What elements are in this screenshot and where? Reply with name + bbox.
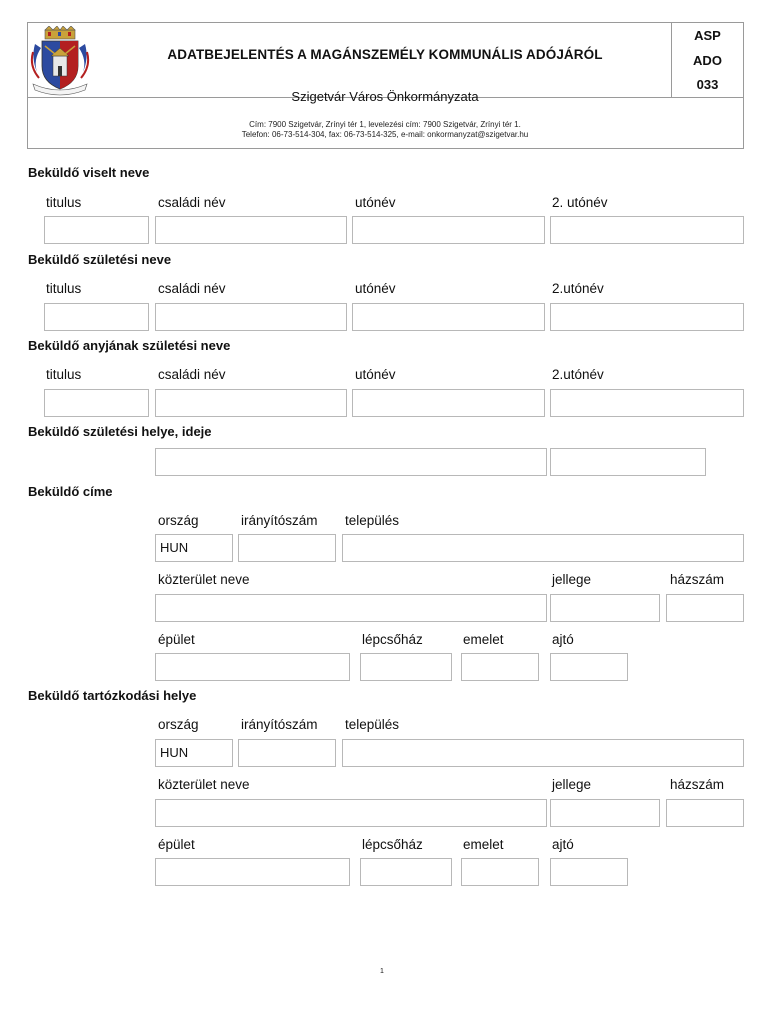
cim-hazszam-field[interactable] (666, 594, 744, 622)
label-kozterulet-neve: közterület neve (158, 572, 250, 587)
label-emelet: emelet (463, 632, 504, 647)
label-orszag: ország (158, 717, 199, 732)
coat-of-arms-icon (29, 26, 91, 96)
label-orszag: ország (158, 513, 199, 528)
szuletesi-csaladi-nev-field[interactable] (155, 303, 347, 331)
label-iranyitoszam: irányítószám (241, 717, 318, 732)
label-utonev: utónév (355, 367, 396, 382)
cim-emelet-field[interactable] (461, 653, 539, 681)
section-title-szuletesi-hely-ido: Beküldő születési helye, ideje (28, 424, 212, 439)
label-utonev: utónév (355, 195, 396, 210)
viselt-titulus-field[interactable] (44, 216, 149, 244)
tartozkodasi-telepules-field[interactable] (342, 739, 744, 767)
tartozkodasi-jellege-field[interactable] (550, 799, 660, 827)
label-iranyitoszam: irányítószám (241, 513, 318, 528)
szuletesi-2-utonev-field[interactable] (550, 303, 744, 331)
tartozkodasi-epulet-field[interactable] (155, 858, 350, 886)
cim-kozterulet-field[interactable] (155, 594, 547, 622)
label-lepcsohaz: lépcsőház (362, 837, 423, 852)
tartozkodasi-ajto-field[interactable] (550, 858, 628, 886)
label-jellege: jellege (552, 572, 592, 587)
tartozkodasi-hazszam-field[interactable] (666, 799, 744, 827)
viselt-utonev-field[interactable] (352, 216, 545, 244)
label-telepules: település (345, 513, 400, 528)
tartozkodasi-iranyitoszam-field[interactable] (238, 739, 336, 767)
cim-iranyitoszam-field[interactable] (238, 534, 336, 562)
section-title-szuletesi-nev: Beküldő születési neve (28, 252, 172, 267)
label-ajto: ajtó (552, 632, 574, 647)
contact-info (60, 120, 710, 140)
cim-epulet-field[interactable] (155, 653, 350, 681)
label-hazszam: házszám (670, 572, 725, 587)
address-line: Cím: 7900 Szigetvár, Zrínyi tér 1, levelezési cím: 7900 Szigetvár, Zrínyi tér 1. (249, 120, 521, 129)
szuletesi-ido-field[interactable] (550, 448, 706, 476)
tartozkodasi-lepcsohaz-field[interactable] (360, 858, 452, 886)
tartozkodasi-emelet-field[interactable] (461, 858, 539, 886)
section-title-tartozkodasi-hely: Beküldő tartózkodási helye (28, 688, 197, 703)
page-number: 1 (380, 968, 384, 975)
code-ado: ADO (693, 53, 722, 68)
label-emelet: emelet (463, 837, 504, 852)
label-epulet: épület (158, 837, 195, 852)
label-jellege: jellege (552, 777, 592, 792)
label-kozterulet-neve: közterület neve (158, 777, 250, 792)
label-ajto: ajtó (552, 837, 574, 852)
section-title-cim: Beküldő címe (28, 484, 113, 499)
label-titulus: titulus (46, 195, 82, 210)
szuletesi-titulus-field[interactable] (44, 303, 149, 331)
viselt-2-utonev-field[interactable] (550, 216, 744, 244)
cim-lepcsohaz-field[interactable] (360, 653, 452, 681)
cim-telepules-field[interactable] (342, 534, 744, 562)
szuletesi-hely-field[interactable] (155, 448, 547, 476)
cim-ajto-field[interactable] (550, 653, 628, 681)
viselt-csaladi-nev-field[interactable] (155, 216, 347, 244)
phone-line: Telefon: 06-73-514-304, fax: 06-73-514-325, e-mail: onkormanyzat@szigetvar.hu (241, 130, 529, 139)
label-epulet: épület (158, 632, 195, 647)
label-csaladi-nev: családi név (158, 281, 226, 296)
label-2-utonev: 2.utónév (552, 281, 604, 296)
cim-jellege-field[interactable] (550, 594, 660, 622)
label-csaladi-nev: családi név (158, 367, 226, 382)
form-title: ADATBEJELENTÉS A MAGÁNSZEMÉLY KOMMUNÁLIS ADÓJÁRÓL (167, 47, 603, 62)
anyja-csaladi-nev-field[interactable] (155, 389, 347, 417)
label-telepules: település (345, 717, 400, 732)
anyja-utonev-field[interactable] (352, 389, 545, 417)
code-asp: ASP (694, 28, 721, 43)
tartozkodasi-kozterulet-field[interactable] (155, 799, 547, 827)
label-hazszam: házszám (670, 777, 725, 792)
cim-orszag-field[interactable]: HUN (155, 534, 233, 562)
label-2-utonev: 2.utónév (552, 367, 604, 382)
municipality-name: Szigetvár Város Önkormányzata (291, 89, 479, 104)
label-titulus: titulus (46, 367, 82, 382)
label-csaladi-nev: családi név (158, 195, 226, 210)
label-titulus: titulus (46, 281, 82, 296)
label-lepcsohaz: lépcsőház (362, 632, 423, 647)
section-title-anyja-nev: Beküldő anyjának születési neve (28, 338, 231, 353)
anyja-2-utonev-field[interactable] (550, 389, 744, 417)
code-number: 033 (696, 77, 719, 92)
szuletesi-utonev-field[interactable] (352, 303, 545, 331)
label-2-utonev: 2. utónév (552, 195, 608, 210)
tartozkodasi-orszag-field[interactable]: HUN (155, 739, 233, 767)
label-utonev: utónév (355, 281, 396, 296)
anyja-titulus-field[interactable] (44, 389, 149, 417)
section-title-viselt-nev: Beküldő viselt neve (28, 165, 150, 180)
